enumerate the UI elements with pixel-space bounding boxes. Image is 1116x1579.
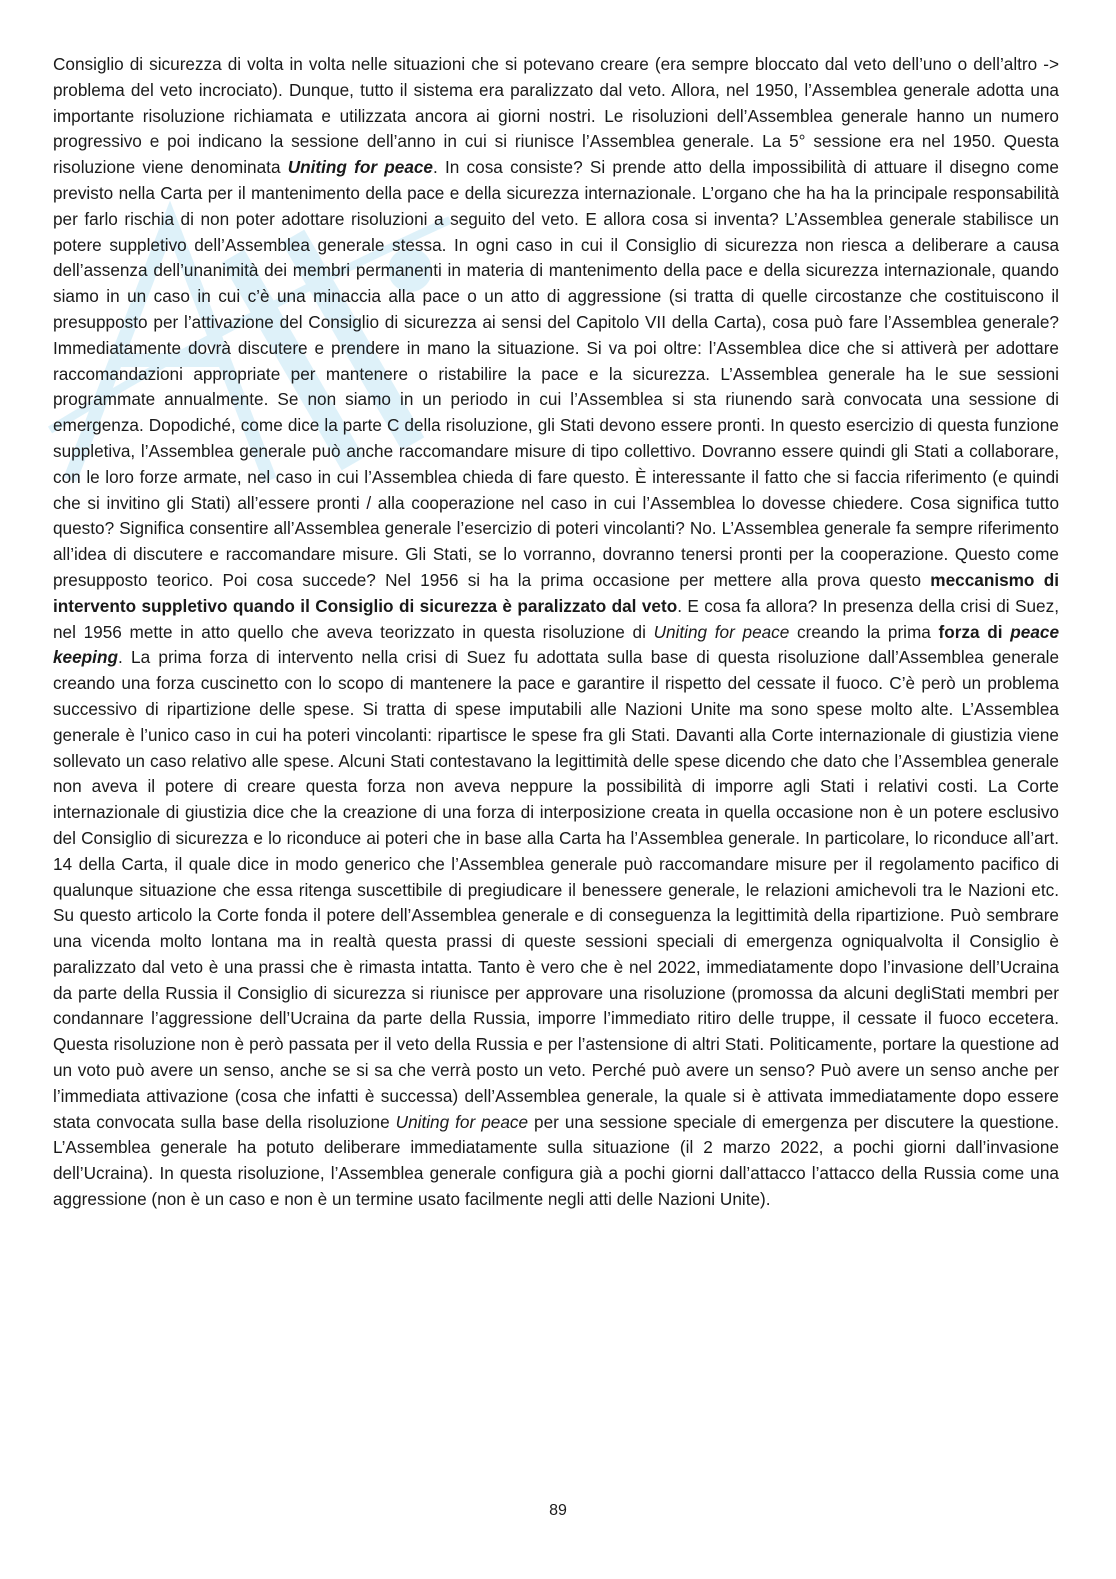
text-run: per una sessione speciale di emergenza per discutere la questione. L’Assemblea generale ha potuto deliberare immediatamente sulla situazione (il 2 marzo 2022, a pochi giorni dall’invasione dell’Ucraina). In questa risoluzione, l’Assemblea generale configura già a pochi giorni dall’attacco l’attacco della Russia come una aggressione (non è un caso e non è un termine usato facilmente negli atti delle Nazioni Unite). [53,1111,1059,1210]
text-run: Consiglio di sicurezza di volta in volta nelle situazioni che si potevano creare (era sempre bloccato dal veto dell’uno o dell’altro -> problema del veto incrociato). Dunque, tutto il sistema era paralizzato dal veto. Allora, nel 1950, l’Assemblea generale adotta una importante risoluzione richiamata e utilizzata ancora ai giorni nostri. Le risoluzioni dell’Assemblea generale hanno un numero progressivo e poi indicano la sessione dell’anno in cui si riunisce l’Assemblea generale. La 5° sessione era nel 1950. Questa risoluzione viene denominata [53,54,1059,178]
emphasis-mechanism: meccanismo di intervento suppletivo quando il Consiglio di sicurezza è paralizzato dal veto [53,569,1059,616]
text-run: . E cosa fa allora? In presenza della crisi di Suez, nel 1956 mette in atto quello che aveva teorizzato in questa risoluzione di [53,595,1059,642]
term-peace-keeping: peace keeping [53,621,1059,668]
term-uniting-for-peace: Uniting for peace [287,157,433,178]
text-run: creando la prima [789,621,939,642]
term-uniting-for-peace: Uniting for peace [653,621,790,642]
body-paragraph [53,52,1059,1213]
text-run: . La prima forza di intervento nella crisi di Suez fu adottata sulla base di questa risoluzione dall’Assemblea generale creando una forza cuscinetto con lo scopo di mantenere la pace e garantire il rispetto del cessate il fuoco. C’è però un problema successivo di ripartizione delle spese. Si tratta di spese imputabili alle Nazioni Unite ma sono spese molto alte. L’Assemblea generale è l’unico caso in cui ha poteri vincolanti: ripartisce le spese fra gli Stati. Davanti alla Corte internazionale di giustizia viene sollevato un caso relativo alle spese. Alcuni Stati contestavano la legittimità delle spese dicendo che dato che l’Assemblea generale non aveva il potere di creare questa forza non aveva neppure la possibilità di imporre agli Stati i relativi costi. La Corte internazionale di giustizia dice che la creazione di una forza di interposizione creata in quella occasione non è un potere esclusivo del Consiglio di sicurezza e lo riconduce ai poteri che in base alla Carta ha l’Assemblea generale. In particolare, lo riconduce all’art. 14 della Carta, il quale dice in modo generico che l’Assemblea generale può raccomandare misure per il regolamento pacifico di qualunque situazione che essa ritenga suscettibile di pregiudicare il benessere generale, le relazioni amichevoli tra le Nazioni etc. Su questo articolo la Corte fonda il potere dell’Assemblea generale e di conseguenza la legittimità della ripartizione. Può sembrare una vicenda molto lontana ma in realtà questa prassi di queste sessioni speciali di emergenza ogniqualvolta il Consiglio è paralizzato dal veto è una prassi che è rimasta intatta. Tanto è vero che è nel 2022, immediatamente dopo l’invasione dell’Ucraina da parte della Russia il Consiglio di sicurezza si riunisce per approvare una risoluzione (promossa da alcuni degliStati membri per condannare l’aggressione dell’Ucraina da parte della Russia, imporre l’immediato ritiro delle truppe, il cessate il fuoco eccetera. Questa risoluzione non è però passata per il veto della Russia e per l’astensione di altri Stati. Politicamente, portare la questione ad un voto può avere un senso, anche se si sa che verrà posto un veto. Perché può avere un senso? Può avere un senso anche per l’immediata attivazione (cosa che infatti è successa) dell’Assemblea generale, la quale si è attivata immediatamente dopo essere stata convocata sulla base della risoluzione [53,647,1059,1132]
emphasis-force: forza di [938,621,1011,642]
term-uniting-for-peace: Uniting for peace [395,1111,529,1132]
page-number: 89 [549,1502,567,1519]
text-run: . In cosa consiste? Si prende atto della impossibilità di attuare il disegno come previsto nella Carta per il mantenimento della pace e della sicurezza internazionale. L’organo che ha ha la principale responsabilità per farlo rischia di non poter adottare risoluzioni a seguito del veto. E allora cosa si inventa? L’Assemblea generale stabilisce un potere suppletivo dell’Assemblea generale stessa. In ogni caso in cui il Consiglio di sicurezza non riesca a deliberare a causa dell’assenza dell’unanimità dei membri permanenti in materia di mantenimento della pace e della sicurezza internazionale, quando siamo in un caso in cui c’è una minaccia alla pace o un atto di aggressione (si tratta di quelle circostanze che costituiscono il presupposto per l’attivazione del Consiglio di sicurezza ai sensi del Capitolo VII della Carta), cosa può fare l’Assemblea generale? Immediatamente dovrà discutere e prendere in mano la situazione. Si va poi oltre: l’Assemblea dice che si attiverà per adottare raccomandazioni appropriate per mantenere o ristabilire la pace e la sicurezza. L’Assemblea generale ha le sue sessioni programmate annualmente. Se non siamo in un periodo in cui l’Assemblea si sta riunendo sarà convocata una sessione di emergenza. Dopodiché, come dice la parte C della risoluzione, gli Stati devono essere pronti. In questo esercizio di questa funzione suppletiva, l’Assemblea generale può anche raccomandare misure di tipo collettivo. Dovranno essere quindi gli Stati a collaborare, con le loro forze armate, nel caso in cui l’Assemblea chieda di fare questo. È interessante il fatto che si faccia riferimento (e quindi che si invitino gli Stati) all’essere pronti / alla cooperazione nel caso in cui l’Assemblea lo dovesse chiedere. Cosa significa tutto questo? Significa consentire all’Assemblea generale l’esercizio di poteri vincolanti? No. L’Assemblea generale fa sempre riferimento all’idea di discutere e raccomandare misure. Gli Stati, se lo vorranno, dovranno tenersi pronti per la cooperazione. Questo come presupposto teorico. Poi cosa succede? Nel 1956 si ha la prima occasione per mettere alla prova questo [53,157,1059,590]
